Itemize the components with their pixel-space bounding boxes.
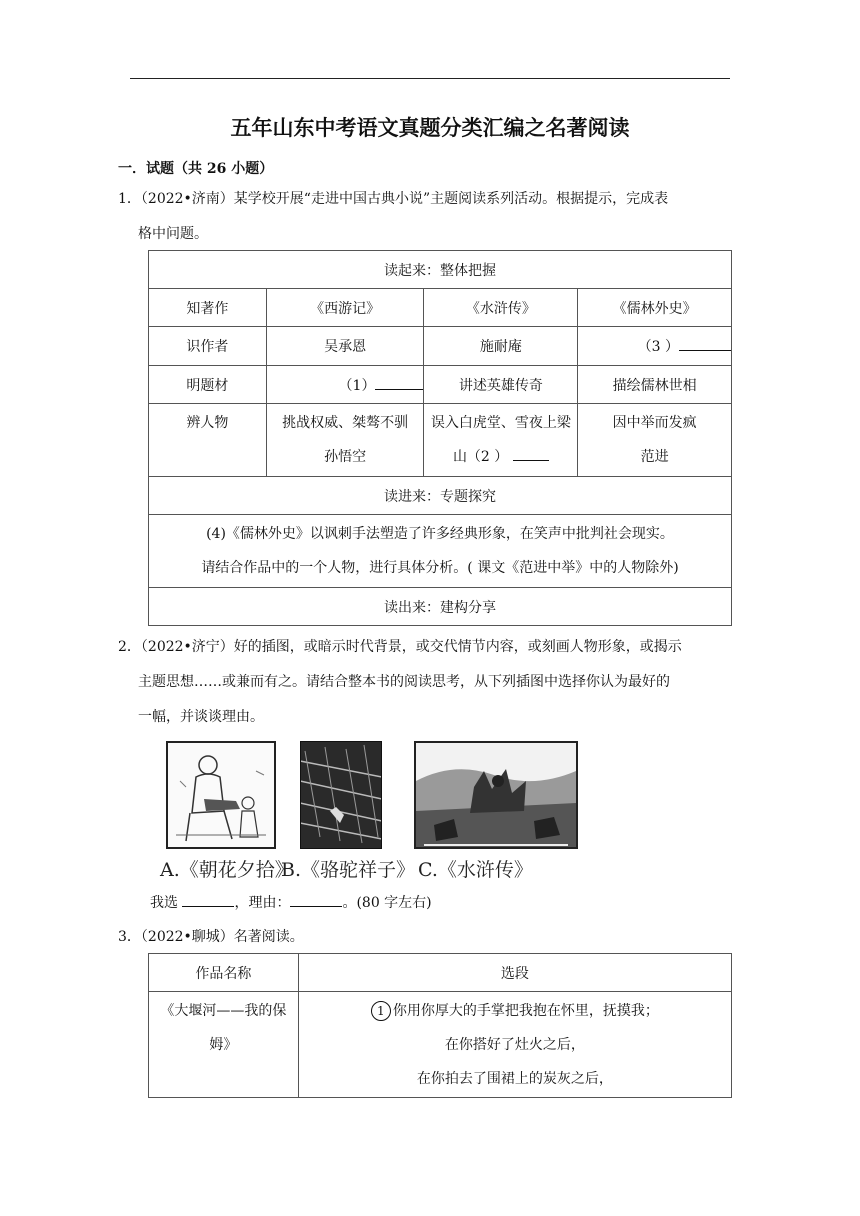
blank-label: 山（2 ）: [452, 449, 509, 465]
page-title: 五年山东中考语文真题分类汇编之名著阅读: [230, 115, 630, 140]
excerpt-line: 在你搭好了灶火之后，: [444, 1037, 585, 1053]
question-2-line-1: 2．（2022•济宁）好的插图，或暗示时代背景，或交代情节内容，或刻画人物形象，或揭示: [118, 639, 682, 655]
column-header-excerpt: 选段: [298, 954, 731, 992]
caption-b: B.《骆驼祥子》: [281, 859, 416, 881]
table-cell: 吴承恩: [266, 327, 424, 366]
caption-a: A.《朝花夕拾》: [160, 859, 294, 881]
question-1-line-1: 1．（2022•济南）某学校开展“走进中国古典小说”主题阅读系列活动。根据提示，完成表: [118, 191, 669, 207]
table-cell: [266, 404, 424, 477]
cell-line: 误入白虎堂、雪夜上梁: [430, 415, 571, 431]
table-cell: 《水浒传》: [424, 289, 578, 327]
reason-blank[interactable]: [290, 892, 342, 907]
blank-label: （1）: [338, 377, 376, 394]
answer-reason-label: ，理由：: [234, 895, 291, 911]
table-cell: [578, 404, 732, 477]
blank-label: （3 ）: [637, 339, 679, 355]
row-label: 辨人物: [149, 404, 267, 477]
question-2-text: [118, 630, 734, 735]
table-row: [149, 327, 732, 366]
cell-line: 挑战权威、桀骜不驯: [282, 415, 409, 431]
question-2-answer-line: [118, 886, 734, 921]
table-cell: 讲述英雄传奇: [424, 366, 578, 404]
table-header-explore: 读进来：专题探究: [149, 477, 732, 515]
circled-number-1: 1: [371, 1001, 391, 1021]
cell-line: 孙悟空: [324, 449, 367, 465]
answer-blank[interactable]: [513, 446, 549, 461]
row-label: 知著作: [149, 289, 267, 327]
answer-blank[interactable]: [375, 375, 423, 390]
explore-line-2: 请结合作品中的一个人物，进行具体分析。( 课文《范进中举》中的人物除外): [201, 560, 679, 576]
section-heading: 一．试题（共 26 小题）: [118, 161, 274, 177]
excerpt-cell: [298, 992, 731, 1098]
table-row: [149, 404, 732, 477]
illustration-b[interactable]: [300, 741, 382, 849]
table-row: [149, 289, 732, 327]
cell-line: [424, 440, 577, 474]
table-cell: 《西游记》: [266, 289, 424, 327]
answer-cell-2[interactable]: [424, 404, 578, 477]
explore-line-1: (4)《儒林外史》以讽刺手法塑造了许多经典形象，在笑声中批判社会现实。: [206, 526, 674, 542]
work-title-line: 姆》: [209, 1037, 238, 1053]
explore-task-cell: [149, 515, 732, 588]
question-3-text: 3．（2022•聊城）名著阅读。: [118, 929, 304, 945]
cell-line: 因中举而发疯: [612, 415, 697, 431]
excerpt-line: [299, 994, 731, 1028]
column-header-work: 作品名称: [149, 954, 299, 992]
table-cell: 施耐庵: [424, 327, 578, 366]
cell-line: 范进: [640, 449, 669, 465]
table-header-share: 读出来：建构分享: [149, 588, 732, 626]
question-1-table: [148, 250, 732, 626]
table-cell: 《儒林外史》: [578, 289, 732, 327]
row-label: 识作者: [149, 327, 267, 366]
answer-suffix: 。(80 字左右): [342, 895, 432, 911]
illustration-a[interactable]: [166, 741, 276, 849]
work-title-line: 《大堰河——我的保: [160, 1003, 287, 1019]
header-rule: [130, 78, 730, 79]
work-title-cell: [149, 992, 299, 1098]
answer-cell-3[interactable]: [578, 327, 732, 366]
table-cell: 描绘儒林世相: [578, 366, 732, 404]
table-header-read: 读起来：整体把握: [149, 251, 732, 289]
table-row: [149, 366, 732, 404]
excerpt-line: 在你拍去了围裙上的炭灰之后，: [416, 1071, 613, 1087]
caption-c: C.《水浒传》: [418, 859, 533, 881]
answer-blank[interactable]: [679, 336, 731, 351]
answer-prefix: 我选: [150, 895, 178, 911]
question-1-text: [118, 182, 734, 252]
question-1-line-2: 格中问题。: [138, 226, 208, 242]
choice-blank[interactable]: [182, 892, 234, 907]
question-2-line-2: 主题思想……或兼而有之。请结合整本书的阅读思考，从下列插图中选择你认为最好的: [138, 674, 670, 690]
question-2-line-3: 一幅，并谈谈理由。: [138, 709, 264, 725]
excerpt-text: 你用你厚大的手掌把我抱在怀里，抚摸我；: [392, 1003, 659, 1019]
answer-cell-1[interactable]: [266, 366, 424, 404]
row-label: 明题材: [149, 366, 267, 404]
illustration-c[interactable]: [414, 741, 578, 849]
question-3-table: [148, 953, 732, 1098]
